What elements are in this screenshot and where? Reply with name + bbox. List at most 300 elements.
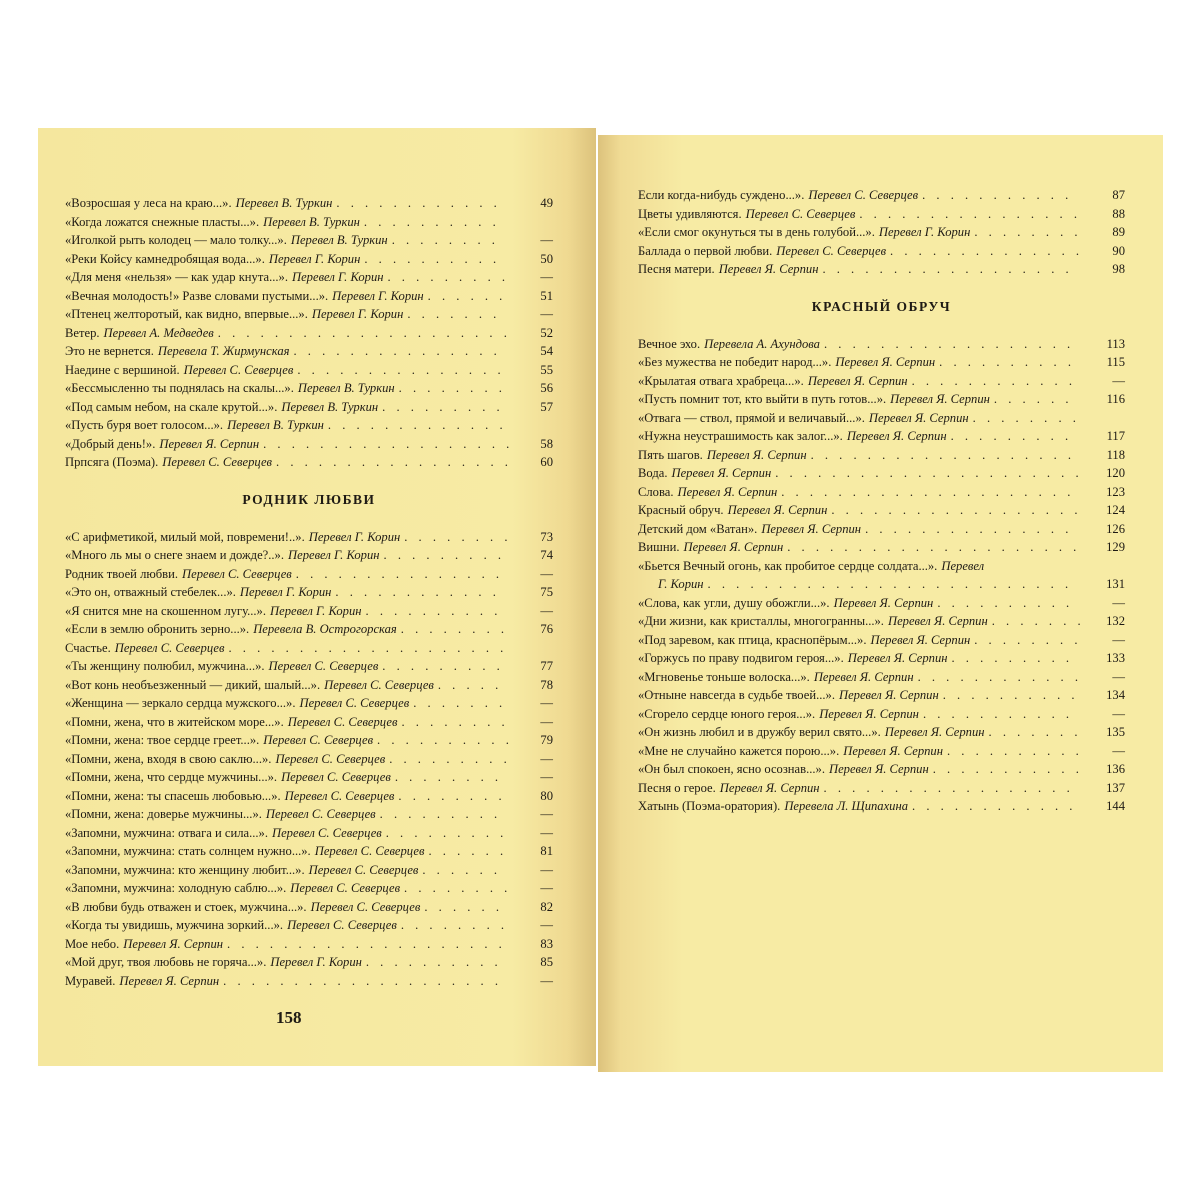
toc-entry: [65, 416, 553, 435]
entry-page: —: [540, 603, 553, 618]
toc-left: [65, 194, 553, 990]
entry-title: «Пусть помнит тот, кто выйти в путь готов...».: [638, 392, 887, 406]
leader-dots: . . . . . . . . . . . . . . . . . . . . .: [787, 540, 1081, 554]
leader-dots: . . . . . . . . .: [383, 548, 506, 562]
toc-entry: [638, 501, 1125, 520]
entry-title: «Я снится мне на скошенном лугу...».: [65, 603, 267, 618]
toc-entry: [65, 879, 553, 898]
entry-page: —: [540, 714, 553, 729]
leader-dots: . . . . . . . . . . . . . . . . . . . . . .: [775, 466, 1083, 480]
entry-translator: Перевел С. Северцев: [324, 677, 434, 692]
toc-entry: [638, 538, 1125, 557]
leader-dots: . . . . . . . . .: [385, 825, 508, 840]
leader-dots: . . . . . . . . . . . . . . . . . . . .: [228, 640, 508, 655]
entry-translator: Перевел Я. Серпин: [719, 780, 820, 795]
leader-dots: . . . . . . . .: [974, 632, 1082, 647]
entry-page: 131: [1106, 577, 1125, 591]
entry-page: 90: [1112, 243, 1125, 258]
entry-title: «Помни, жена: твое сердце греет...».: [65, 733, 260, 747]
entry-translator: Перевел В. Туркин: [281, 399, 379, 414]
toc-entry: [65, 842, 553, 861]
leader-dots: . . . . . . . . . . . .: [335, 585, 500, 599]
leader-dots: . . . . . .: [422, 862, 502, 877]
toc-entry: [65, 713, 553, 732]
leader-dots: . . . . . . . .: [398, 381, 506, 395]
right-page: [598, 135, 1163, 1072]
leader-dots: . . . . . .: [993, 392, 1073, 406]
entry-title: Слова.: [638, 484, 674, 499]
entry-page: —: [540, 233, 553, 247]
entry-title: «Запомни, мужчина: отвага и сила...».: [65, 825, 268, 840]
entry-page: 51: [540, 288, 553, 303]
entry-translator: Перевел Я. Серпин: [813, 669, 914, 684]
toc-entry: [65, 602, 553, 621]
toc-entry: [638, 742, 1125, 761]
toc-entry: [65, 787, 553, 806]
entry-translator: Перевел Я. Серпин: [890, 392, 990, 406]
entry-title: Вода.: [638, 466, 668, 480]
toc-entry: [65, 213, 553, 232]
entry-title: Вишни.: [638, 540, 680, 554]
leader-dots: . . . . . . . . . .: [365, 955, 502, 969]
entry-translator: Перевел Г. Корин: [332, 288, 424, 303]
entry-title: Это не вернется.: [65, 344, 154, 358]
toc-entry: [638, 390, 1125, 409]
entry-page: —: [1112, 706, 1125, 721]
entry-title: Если когда-нибудь суждено...».: [638, 188, 805, 202]
entry-title: «Помни, жена, что в житейском море...».: [65, 714, 284, 729]
entry-title: «Птенец желторотый, как видно, впервые...».: [65, 307, 308, 321]
entry-page: 58: [540, 436, 553, 451]
entry-page: 77: [540, 659, 553, 673]
toc-entry: [638, 353, 1125, 372]
entry-translator: Перевел Г. Корин: [239, 585, 332, 599]
entry-translator: Перевел С. Северцев: [745, 206, 856, 221]
leader-dots: . . . . . . .: [413, 696, 507, 710]
entry-title: «Он жизнь любил и в дружбу верил свято...».: [638, 725, 881, 739]
entry-page: —: [540, 881, 553, 895]
entry-translator: Перевел В. Туркин: [290, 233, 388, 247]
entry-page: 57: [540, 399, 553, 414]
entry-translator: Перевел С. Северцев: [290, 881, 401, 895]
entry-translator: Перевел Я. Серпин: [671, 466, 772, 480]
entry-title: Песня о герое.: [638, 780, 716, 795]
entry-title: «Если в землю обронить зерно...».: [65, 622, 250, 636]
toc-entry: [638, 612, 1125, 631]
entry-translator: Перевел С. Северцев: [299, 696, 410, 710]
entry-page: —: [540, 751, 553, 766]
toc-entry: [638, 260, 1125, 279]
entry-title: «Помни, жена: доверье мужчины...».: [65, 807, 262, 821]
entry-translator: Перевела А. Ахундова: [704, 336, 820, 351]
entry-title: Наедине с вершиной.: [65, 362, 180, 377]
toc-entry: [65, 287, 553, 306]
entry-title: Хатынь (Поэма-оратория).: [638, 799, 781, 813]
toc-entry: [65, 453, 553, 472]
leader-dots: . . . . . . . .: [400, 918, 509, 932]
toc-entry: [638, 446, 1125, 465]
entry-title: «Реки Койсу камнедробящая вода...».: [65, 251, 265, 266]
leader-dots: . . . . . . . . . . . . . . . . . .: [822, 262, 1073, 276]
entry-page: 124: [1106, 503, 1125, 517]
leader-dots: . . . . . . . . . . . . .: [327, 418, 507, 432]
leader-dots: . . . . . . . . . .: [365, 603, 502, 618]
leader-dots: . . . . . .: [424, 899, 503, 914]
entry-page: 87: [1112, 188, 1125, 202]
entry-translator: Перевел Г. Корин: [268, 251, 361, 266]
entry-page: 89: [1112, 225, 1125, 239]
toc-entry: [638, 205, 1125, 224]
entry-title: Детский дом «Ватан».: [638, 521, 758, 536]
toc-entry: [65, 435, 553, 454]
entry-page: —: [540, 862, 553, 877]
entry-translator: Перевел Я. Серпин: [677, 484, 778, 499]
toc-entry: [638, 760, 1125, 779]
entry-translator: Перевел С. Северцев: [308, 862, 419, 877]
entry-translator: Перевел: [941, 558, 985, 573]
toc-entry: [65, 620, 553, 639]
entry-translator: Перевел Я. Серпин: [159, 436, 260, 451]
entry-translator: Перевел Я. Серпин: [846, 429, 947, 443]
toc-entry: [65, 565, 553, 584]
entry-page: 50: [540, 251, 553, 266]
entry-title: «Пусть буря воет голосом...».: [65, 418, 224, 432]
leader-dots: . . . . . . . . . . .: [922, 188, 1073, 202]
entry-title: «Когда ложатся снежные пласты...».: [65, 214, 260, 229]
toc-entry: [638, 668, 1125, 687]
toc-entry: [638, 520, 1125, 539]
entry-title: «Запомни, мужчина: холодную саблю...».: [65, 881, 287, 895]
toc-entry: [65, 824, 553, 843]
entry-translator: Перевел С. Северцев: [263, 733, 374, 747]
leader-dots: . . . . . .: [428, 844, 508, 858]
toc-entry: [638, 223, 1125, 242]
entry-translator: Перевел Я. Серпин: [761, 521, 862, 536]
leader-dots: . . . . . . .: [991, 614, 1085, 628]
leader-dots: . . . . . . . . . . . . . . . . . . . . .: [781, 484, 1075, 499]
entry-page: 85: [540, 955, 553, 969]
toc-entry: [638, 409, 1125, 428]
entry-title: «Мне не случайно кажется порою...».: [638, 743, 840, 758]
entry-page: 98: [1112, 262, 1125, 276]
entry-translator: Перевел Я. Серпин: [868, 410, 969, 425]
entry-page: 115: [1106, 355, 1125, 369]
leader-dots: . . . . . . . .: [401, 714, 509, 729]
toc-group: [638, 186, 1125, 279]
entry-title: «Нужна неустрашимость как залог...».: [638, 429, 843, 443]
toc-entry: [638, 483, 1125, 502]
entry-translator: Перевел Я. Серпин: [843, 743, 943, 758]
toc-entry: [638, 686, 1125, 705]
entry-page: 123: [1106, 484, 1125, 499]
leader-dots: . . . . . . . . . . . . . . .: [297, 362, 505, 377]
toc-entry: [65, 379, 553, 398]
entry-title: «Это он, отважный стебелек...».: [65, 585, 236, 599]
leader-dots: . . . . . . . .: [400, 622, 509, 636]
leader-dots: . . . . . . . . . . . . . . . . . . . .: [223, 973, 502, 988]
toc-entry: [638, 557, 1125, 576]
leader-dots: . . . . . . . . . . . . . . .: [865, 521, 1073, 536]
leader-dots: . . . . . . . . . .: [939, 355, 1075, 369]
toc-entry: [65, 731, 553, 750]
entry-page: —: [540, 270, 553, 284]
toc-entry: [65, 953, 553, 972]
entry-translator: Перевел В. Туркин: [227, 418, 324, 432]
entry-title: Родник твоей любви.: [65, 566, 179, 581]
toc-entry: [65, 676, 553, 695]
entry-translator: Перевел Я. Серпин: [683, 540, 784, 554]
leader-dots: . . . . . . . . . .: [363, 214, 500, 229]
entry-translator: Перевел Я. Серпин: [884, 725, 985, 739]
entry-translator: Перевел В. Туркин: [263, 214, 360, 229]
entry-translator: Перевел С. Северцев: [284, 788, 395, 803]
entry-translator: Перевел С. Северцев: [183, 362, 294, 377]
entry-translator: Перевел Я. Серпин: [123, 936, 224, 951]
leader-dots: . . . . . . .: [988, 725, 1082, 739]
entry-page: 60: [540, 455, 553, 469]
entry-page: 118: [1106, 447, 1125, 462]
leader-dots: . . . . . . . .: [972, 410, 1080, 425]
entry-page: —: [540, 696, 553, 710]
entry-page: 81: [540, 844, 553, 858]
toc-entry: [638, 242, 1125, 261]
leader-dots: . . . . . .: [427, 288, 507, 303]
toc-entry: [65, 361, 553, 380]
toc-entry: [65, 583, 553, 602]
entry-title: «Когда ты увидишь, мужчина зоркий...».: [65, 918, 284, 932]
entry-translator: Перевел Г. Корин: [270, 955, 362, 969]
entry-translator: Перевела Т. Жирмунская: [157, 344, 290, 358]
toc-entry: [65, 916, 553, 935]
entry-translator: Перевел С. Северцев: [287, 714, 398, 729]
entry-title: «Ты женщину полюбил, мужчина...».: [65, 659, 265, 673]
entry-translator: Перевел С. Северцев: [182, 566, 292, 581]
entry-page: 144: [1106, 799, 1125, 813]
leader-dots: . . . . . . . . . . . . . . . . . .: [823, 336, 1075, 351]
leader-dots: . . . . . . . . . .: [377, 733, 513, 747]
entry-page: 120: [1106, 466, 1125, 480]
toc-entry: [638, 335, 1125, 354]
entry-title: «Под заревом, как птица, краснопёрым...».: [638, 632, 867, 647]
entry-translator: Перевел Г. Корин: [308, 529, 401, 544]
entry-title: «Запомни, мужчина: кто женщину любит...».: [65, 862, 305, 877]
entry-translator: Г. Корин: [658, 577, 704, 591]
toc-entry: [65, 398, 553, 417]
entry-title: «Если смог окунуться ты в день голубой...».: [638, 225, 875, 239]
leader-dots: . . . . . . . . . . . . . . . . . . .: [810, 447, 1076, 462]
entry-page: 135: [1106, 725, 1125, 739]
leader-dots: . . . . . . . . .: [379, 807, 502, 821]
entry-translator: Перевел Г. Корин: [311, 307, 404, 321]
entry-page: 133: [1106, 651, 1125, 665]
entry-translator: Перевел Я. Серпин: [119, 973, 220, 988]
leader-dots: . . . . . . . .: [974, 225, 1082, 239]
leader-dots: . . . . . . . . . . . . . . . . . .: [831, 503, 1082, 517]
entry-page: —: [1112, 743, 1125, 758]
leader-dots: . . . . . . . . . . . .: [336, 196, 501, 210]
entry-page: —: [1112, 373, 1125, 388]
toc-entry: [638, 631, 1125, 650]
entry-title: «Без мужества не победит народ...».: [638, 355, 832, 369]
leader-dots: . . . . .: [437, 677, 503, 692]
entry-translator: Перевел С. Северцев: [776, 243, 887, 258]
entry-page: 113: [1106, 336, 1125, 351]
entry-title: «Отвага — ствол, прямой и величавый...».: [638, 410, 865, 425]
toc-entry: [65, 898, 553, 917]
leader-dots: . . . . . . . . .: [950, 429, 1073, 443]
entry-title: «Сгорело сердце юного героя...».: [638, 706, 816, 721]
toc-entry: [65, 250, 553, 269]
entry-page: 83: [540, 936, 553, 951]
entry-page: 116: [1106, 392, 1125, 406]
toc-entry: [638, 427, 1125, 446]
entry-page: 54: [540, 344, 553, 358]
entry-title: «Мгновенье тоньше волоска...».: [638, 669, 810, 684]
leader-dots: . . . . . . . .: [404, 529, 512, 544]
leader-dots: . . . . . . . . . .: [942, 688, 1079, 702]
toc-entry: [65, 935, 553, 954]
toc-entry: [638, 372, 1125, 391]
entry-page: —: [540, 566, 553, 581]
entry-title: «С арифметикой, милый мой, повремени!..».: [65, 529, 305, 544]
toc-entry: [65, 861, 553, 880]
entry-title: «Слова, как угли, душу обожгли...».: [638, 595, 830, 610]
entry-title: Счастье.: [65, 640, 111, 655]
entry-title: «Крылатая отвага храбреца...».: [638, 373, 804, 388]
entry-translator: Перевел С. Северцев: [287, 918, 397, 932]
entry-title: Баллада о первой любви.: [638, 243, 773, 258]
toc-entry: [65, 528, 553, 547]
leader-dots: . . . . . . . . . . .: [922, 706, 1074, 721]
entry-page: —: [1112, 632, 1125, 647]
toc-entry: [65, 546, 553, 565]
entry-page: 129: [1106, 540, 1125, 554]
entry-translator: Перевел В. Туркин: [297, 381, 395, 395]
entry-translator: Перевел Я. Серпин: [727, 503, 828, 517]
entry-title: Ветер.: [65, 325, 100, 340]
leader-dots: . . . . . . .: [407, 307, 501, 321]
entry-translator: Перевел С. Северцев: [808, 188, 919, 202]
entry-title: «Добрый день!».: [65, 436, 156, 451]
entry-page: 134: [1106, 688, 1125, 702]
toc-group: [638, 335, 1125, 557]
leader-dots: . . . . . . . . . . . . . . .: [295, 566, 504, 581]
entry-translator: Перевел С. Северцев: [272, 825, 382, 840]
entry-title: «Мой друг, твоя любовь не горяча...».: [65, 955, 267, 969]
toc-entry: [65, 750, 553, 769]
entry-page: 79: [540, 733, 553, 747]
entry-page: 56: [540, 381, 553, 395]
leader-dots: . . . . . . . . . . . . . . . . . . . .: [227, 936, 506, 951]
leader-dots: . . . . . . . . . . . . . . . . . . . . . . . . . .: [707, 577, 1073, 591]
entry-page: 75: [540, 585, 553, 599]
leader-dots: . . . . . . . . . . . . . . . . . .: [823, 780, 1074, 795]
leader-dots: . . . . . . . . . . . . . . . . .: [276, 455, 512, 469]
entry-translator: Перевел Я. Серпин: [838, 688, 939, 702]
leader-dots: . . . . . . . .: [404, 881, 512, 895]
entry-page: 78: [540, 677, 553, 692]
entry-translator: Перевела Л. Щипахина: [784, 799, 909, 813]
entry-translator: Перевела В. Острогорская: [253, 622, 397, 636]
entry-title: «Возросшая у леса на краю...».: [65, 196, 232, 210]
entry-translator: Перевел В. Туркин: [235, 196, 333, 210]
entry-page: —: [540, 307, 553, 321]
entry-title: «Много ль мы о снеге знаем и дожде?..».: [65, 548, 285, 562]
entry-page: 88: [1112, 206, 1125, 221]
entry-page: 73: [540, 529, 553, 544]
entry-title: Цветы удивляются.: [638, 206, 742, 221]
entry-page: 136: [1106, 762, 1125, 776]
toc-entry-continuation: [638, 575, 1125, 594]
entry-title: «Вот конь необъезженный — дикий, шалый...».: [65, 677, 321, 692]
entry-page: —: [540, 918, 553, 932]
toc-entry: [65, 972, 553, 991]
section-title: РОДНИК ЛЮБВИ: [242, 491, 376, 507]
entry-translator: Перевел А. Медведев: [103, 325, 214, 340]
entry-page: —: [540, 825, 553, 840]
toc-right: [638, 186, 1125, 816]
entry-title: Вечное эхо.: [638, 336, 701, 351]
entry-page: 82: [540, 899, 553, 914]
leader-dots: . . . . . . . . .: [387, 270, 510, 284]
entry-translator: Перевел С. Северцев: [314, 844, 425, 858]
entry-translator: Перевел Я. Серпин: [706, 447, 807, 462]
entry-translator: Перевел Г. Корин: [878, 225, 971, 239]
entry-translator: Перевел С. Северцев: [162, 455, 273, 469]
entry-translator: Перевел С. Северцев: [114, 640, 225, 655]
entry-page: 132: [1106, 614, 1125, 628]
leader-dots: . . . . . . . . . . . . . . . . . .: [263, 436, 514, 451]
entry-page: 52: [540, 325, 553, 340]
entry-title: «Помни, жена, что сердце мужчины...».: [65, 770, 278, 784]
entry-title: «Бессмысленно ты поднялась на скалы...».: [65, 381, 294, 395]
toc-entry: [65, 231, 553, 250]
leader-dots: . . . . . . . . .: [951, 651, 1074, 665]
entry-title: Песня матери.: [638, 262, 715, 276]
toc-entry: [65, 305, 553, 324]
toc-entry: [638, 186, 1125, 205]
entry-page: 137: [1106, 780, 1125, 795]
leader-dots: . . . . . . . . . . . . . .: [890, 243, 1084, 258]
toc-entry: [65, 324, 553, 343]
entry-title: «Отныне навсегда в судьбе твоей...».: [638, 688, 835, 702]
leader-dots: . . . . . . . . .: [389, 751, 511, 766]
toc-entry: [65, 342, 553, 361]
entry-translator: Перевел Я. Серпин: [887, 614, 988, 628]
toc-entry: [638, 723, 1125, 742]
toc-entry: [65, 639, 553, 658]
leader-dots: . . . . . . . . .: [382, 399, 504, 414]
leader-dots: . . . . . . . . . . .: [932, 762, 1083, 776]
leader-dots: . . . . . . . . . . . .: [911, 373, 1076, 388]
entry-title: Мое небо.: [65, 936, 120, 951]
entry-translator: Перевел С. Северцев: [310, 899, 421, 914]
entry-translator: Перевел Г. Корин: [270, 603, 362, 618]
entry-translator: Перевел Я. Серпин: [819, 706, 919, 721]
entry-page: 76: [540, 622, 553, 636]
leader-dots: . . . . . . . . . . . .: [912, 799, 1077, 813]
page-number: 158: [276, 1008, 302, 1027]
entry-title: Прпсяга (Поэма).: [65, 455, 159, 469]
entry-page: 117: [1106, 429, 1125, 443]
leader-dots: . . . . . . . . . .: [937, 595, 1074, 610]
leader-dots: . . . . . . . .: [394, 770, 503, 784]
entry-translator: Перевел Я. Серпин: [807, 373, 908, 388]
toc-entry: [638, 797, 1125, 816]
section-title: КРАСНЫЙ ОБРУЧ: [811, 298, 952, 314]
toc-entry: [65, 194, 553, 213]
toc-entry: [638, 779, 1125, 798]
